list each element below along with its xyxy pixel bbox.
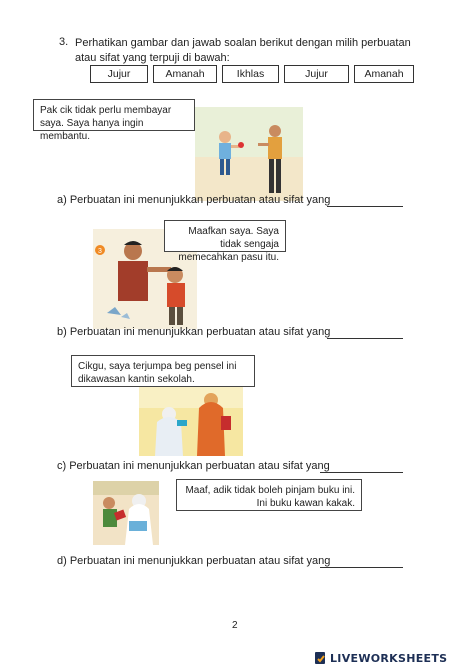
question-number: 3. xyxy=(59,36,69,48)
answer-blank-c[interactable] xyxy=(320,472,403,473)
question-text: Perhatikan gambar dan jawab soalan berikut dengan milih perbuatan atau sifat yang terpuji di bawah: xyxy=(75,37,411,64)
illustration-c xyxy=(139,378,243,456)
answer-label-a: a) Perbuatan ini menunjukkan perbuatan atau sifat yang xyxy=(57,194,331,206)
speech-bubble-b: Maafkan saya. Saya tidak sengaja memecahkan pasu itu. xyxy=(164,220,286,252)
answer-label-b: b) Perbuatan ini menunjukkan perbuatan atau sifat yang xyxy=(57,326,331,338)
option-box-1: Jujur xyxy=(90,65,148,83)
liveworksheets-logo xyxy=(314,650,447,666)
answer-blank-d[interactable] xyxy=(320,567,403,568)
option-box-3: Ikhlas xyxy=(222,65,279,83)
speech-bubble-d: Maaf, adik tidak boleh pinjam buku ini. Ini buku kawan kakak. xyxy=(176,479,362,511)
answer-label-d: d) Perbuatan ini menunjukkan perbuatan atau sifat yang xyxy=(57,555,331,567)
svg-text:3: 3 xyxy=(98,248,102,255)
speech-bubble-a: Pak cik tidak perlu membayar saya. Saya hanya ingin membantu. xyxy=(33,99,195,131)
answer-blank-a[interactable] xyxy=(327,206,403,207)
answer-blank-b[interactable] xyxy=(327,338,403,339)
answer-label-c: c) Perbuatan ini menunjukkan perbuatan atau sifat yang xyxy=(57,460,330,472)
option-box-2: Amanah xyxy=(153,65,217,83)
brand-name: LIVEWORKSHEETS xyxy=(330,651,448,665)
page-number: 2 xyxy=(232,620,238,631)
speech-bubble-c: Cikgu, saya terjumpa beg pensel ini dikawasan kantin sekolah. xyxy=(71,355,255,387)
illustration-d xyxy=(93,481,159,545)
illustration-a xyxy=(195,107,303,201)
brand-mark-icon xyxy=(314,650,330,666)
option-box-4: Jujur xyxy=(284,65,349,83)
option-box-5: Amanah xyxy=(354,65,414,83)
